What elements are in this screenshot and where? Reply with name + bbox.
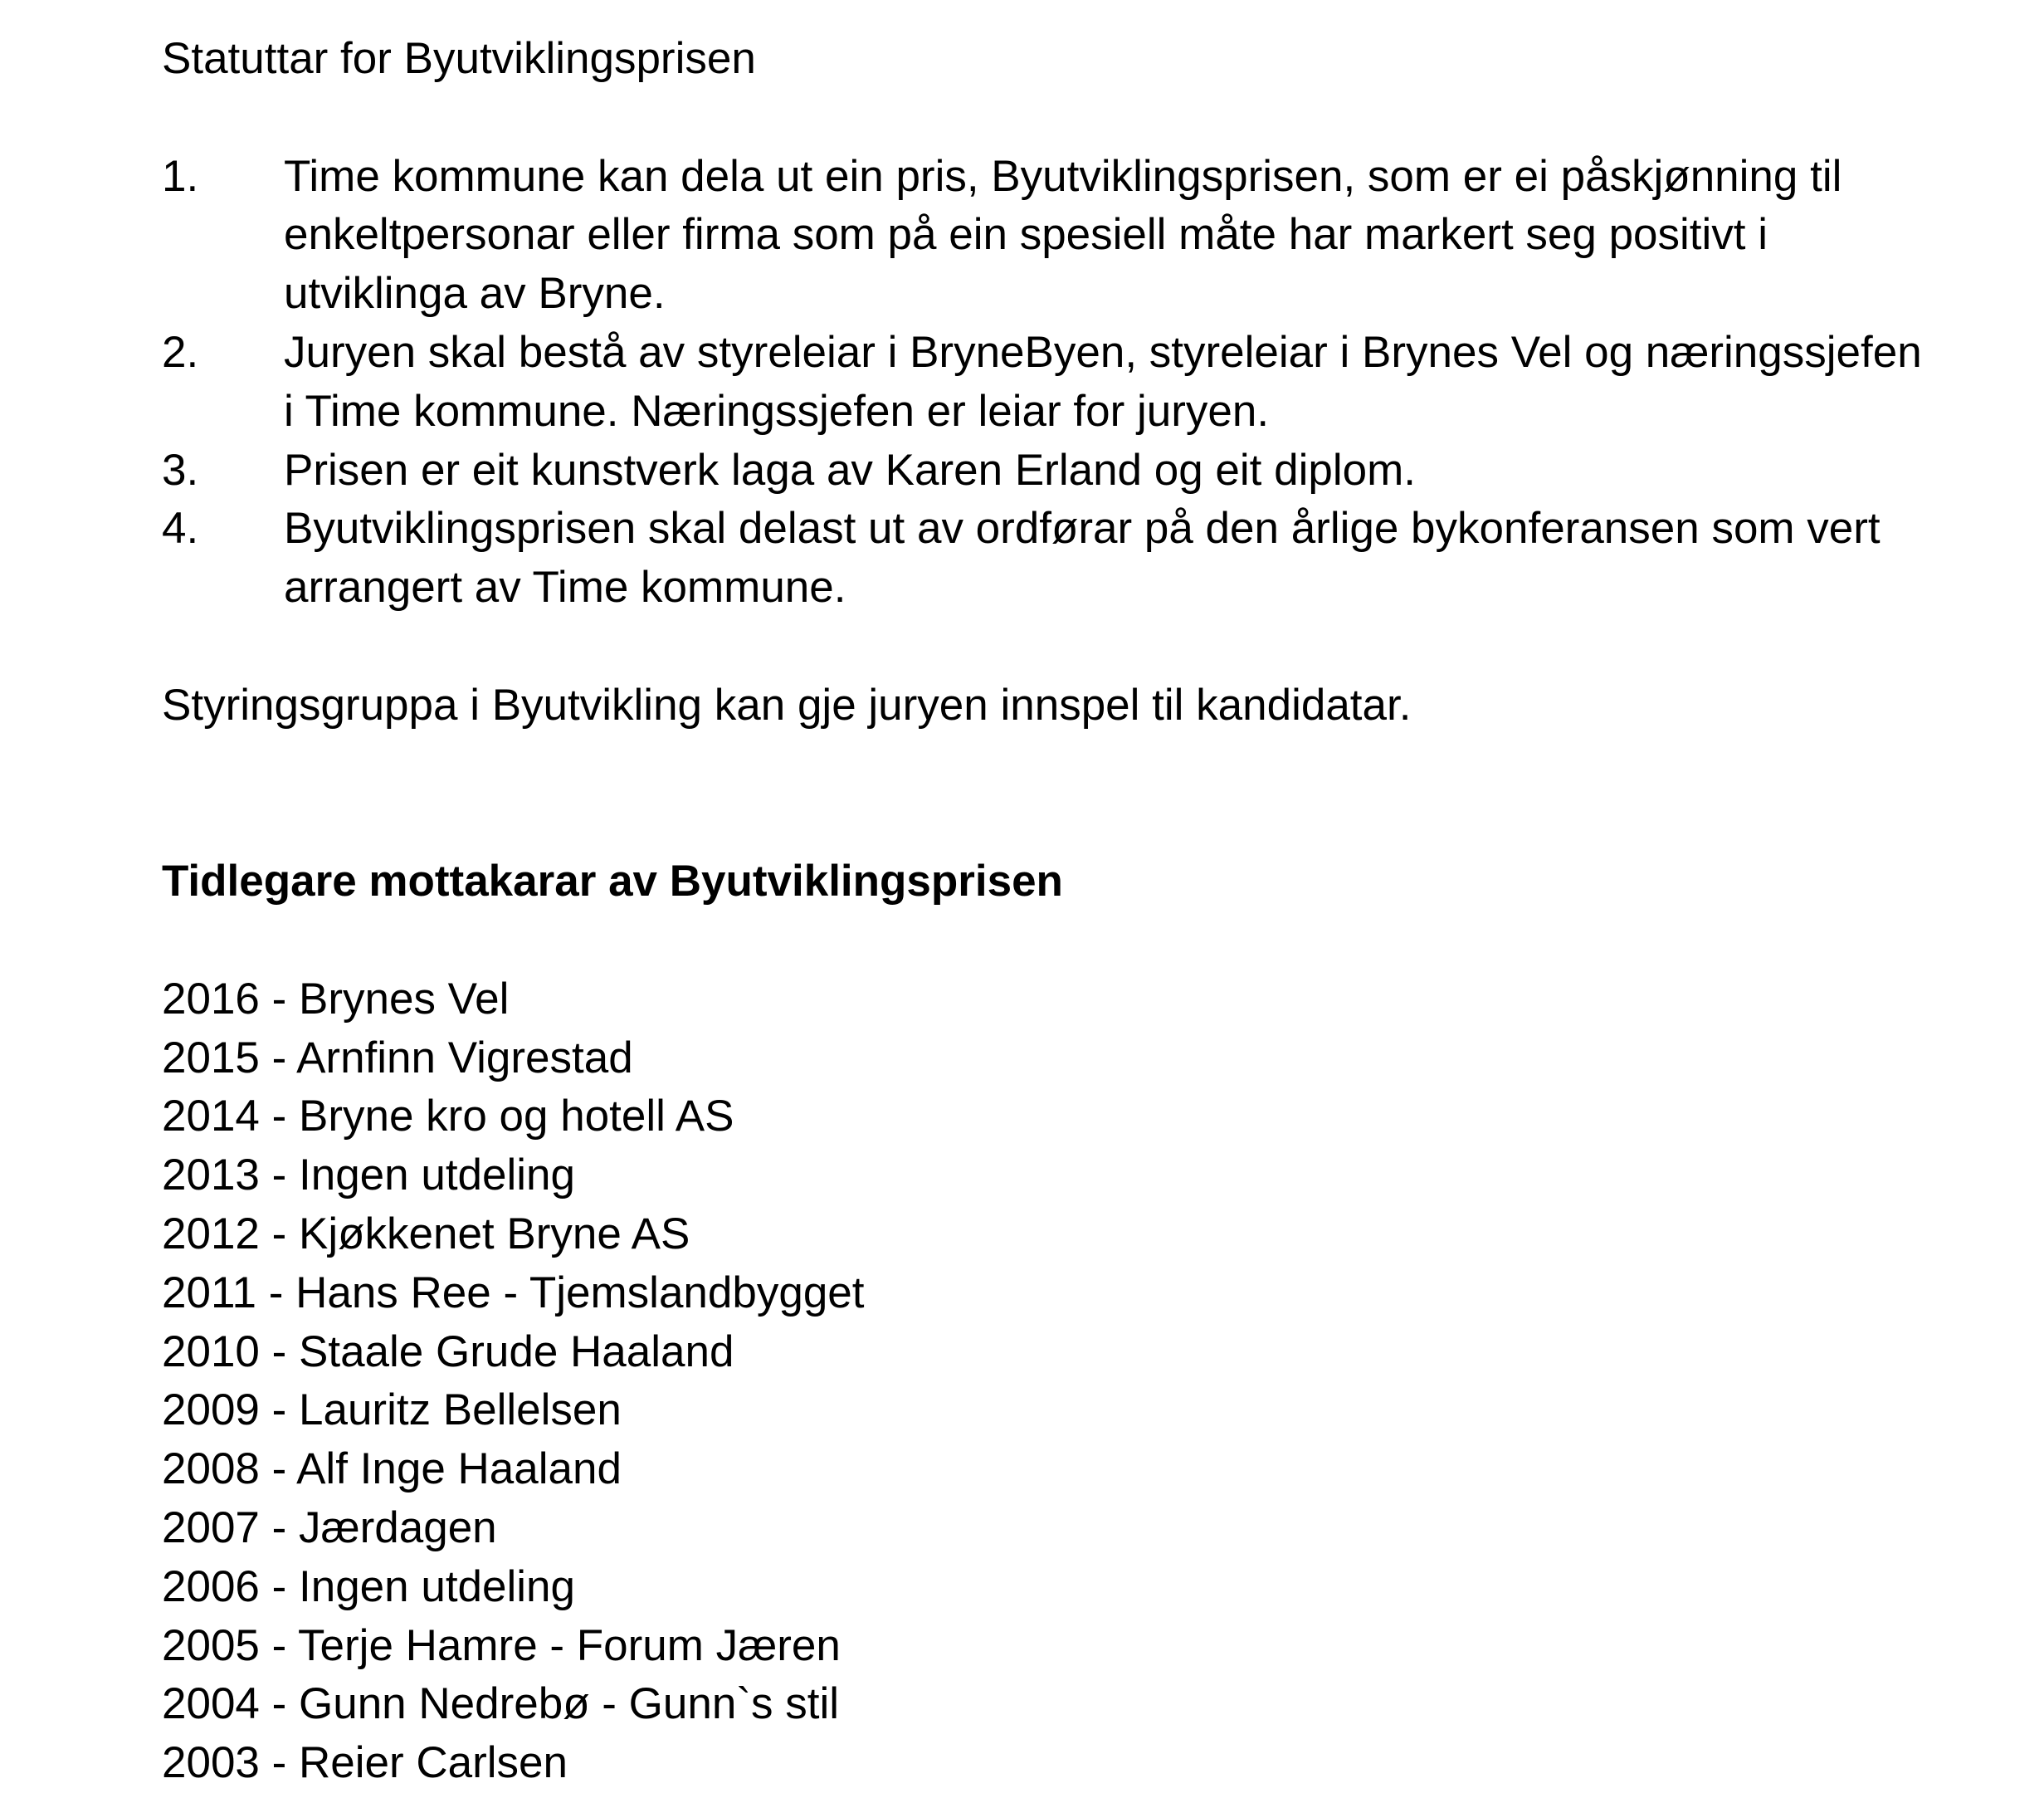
- recipient-item: 2008 - Alf Inge Haaland: [162, 1444, 622, 1494]
- recipients-list: [162, 970, 1905, 1793]
- recipient-item: 2016 - Brynes Vel: [162, 974, 510, 1024]
- recipient-item: 2007 - Jærdagen: [162, 1502, 497, 1552]
- statute-text: Prisen er eit kunstverk laga av Karen Erland og eit diplom.: [284, 445, 1416, 495]
- statute-text: Juryen skal bestå av styreleiar i BryneByen, styreleiar i Brynes Vel og næringssjefen i Time kommune. Næringssjefen er leiar for juryen.: [284, 327, 1922, 436]
- recipients-heading: Tidlegare mottakarar av Byutviklingsprisen: [162, 857, 1063, 906]
- statute-number: 3.: [162, 445, 199, 495]
- statute-item: [162, 324, 1922, 442]
- recipient-item: 2005 - Terje Hamre - Forum Jæren: [162, 1620, 841, 1670]
- recipient-item: 2009 - Lauritz Bellelsen: [162, 1385, 622, 1435]
- statute-list: [162, 148, 1922, 618]
- recipient-item: 2010 - Staale Grude Haaland: [162, 1326, 734, 1376]
- recipient-item: 2013 - Ingen utdeling: [162, 1151, 576, 1200]
- statute-number: 1.: [162, 151, 199, 201]
- recipient-item: 2012 - Kjøkkenet Bryne AS: [162, 1209, 690, 1258]
- recipient-item: 2004 - Gunn Nedrebø - Gunn`s stil: [162, 1679, 839, 1729]
- statute-number: 4.: [162, 504, 199, 554]
- document-title: Statuttar for Byutviklingsprisen: [162, 34, 756, 83]
- recipient-item: 2014 - Bryne kro og hotell AS: [162, 1092, 734, 1141]
- statute-item: [162, 148, 1905, 324]
- statute-text: Time kommune kan dela ut ein pris, Byutviklingsprisen, som er ei påskjønning til enkeltpersonar eller firma som på ein spesiell måte har markert seg positivt i utviklinga av Bryne.: [284, 151, 1842, 319]
- recipient-item: 2011 - Hans Ree - Tjemslandbygget: [162, 1268, 865, 1317]
- document-page: [162, 30, 1922, 1793]
- steering-group-note: Styringsgruppa i Byutvikling kan gje juryen innspel til kandidatar.: [162, 680, 1412, 730]
- statute-text: Byutviklingsprisen skal delast ut av ordførar på den årlige bykonferansen som vert arrangert av Time kommune.: [284, 504, 1881, 613]
- recipient-item: 2003 - Reier Carlsen: [162, 1738, 568, 1788]
- statute-number: 2.: [162, 327, 199, 377]
- statute-item: [162, 442, 1905, 501]
- statute-item: [162, 500, 1905, 618]
- recipient-item: 2015 - Arnfinn Vigrestad: [162, 1033, 633, 1082]
- recipient-item: 2006 - Ingen utdeling: [162, 1561, 576, 1611]
